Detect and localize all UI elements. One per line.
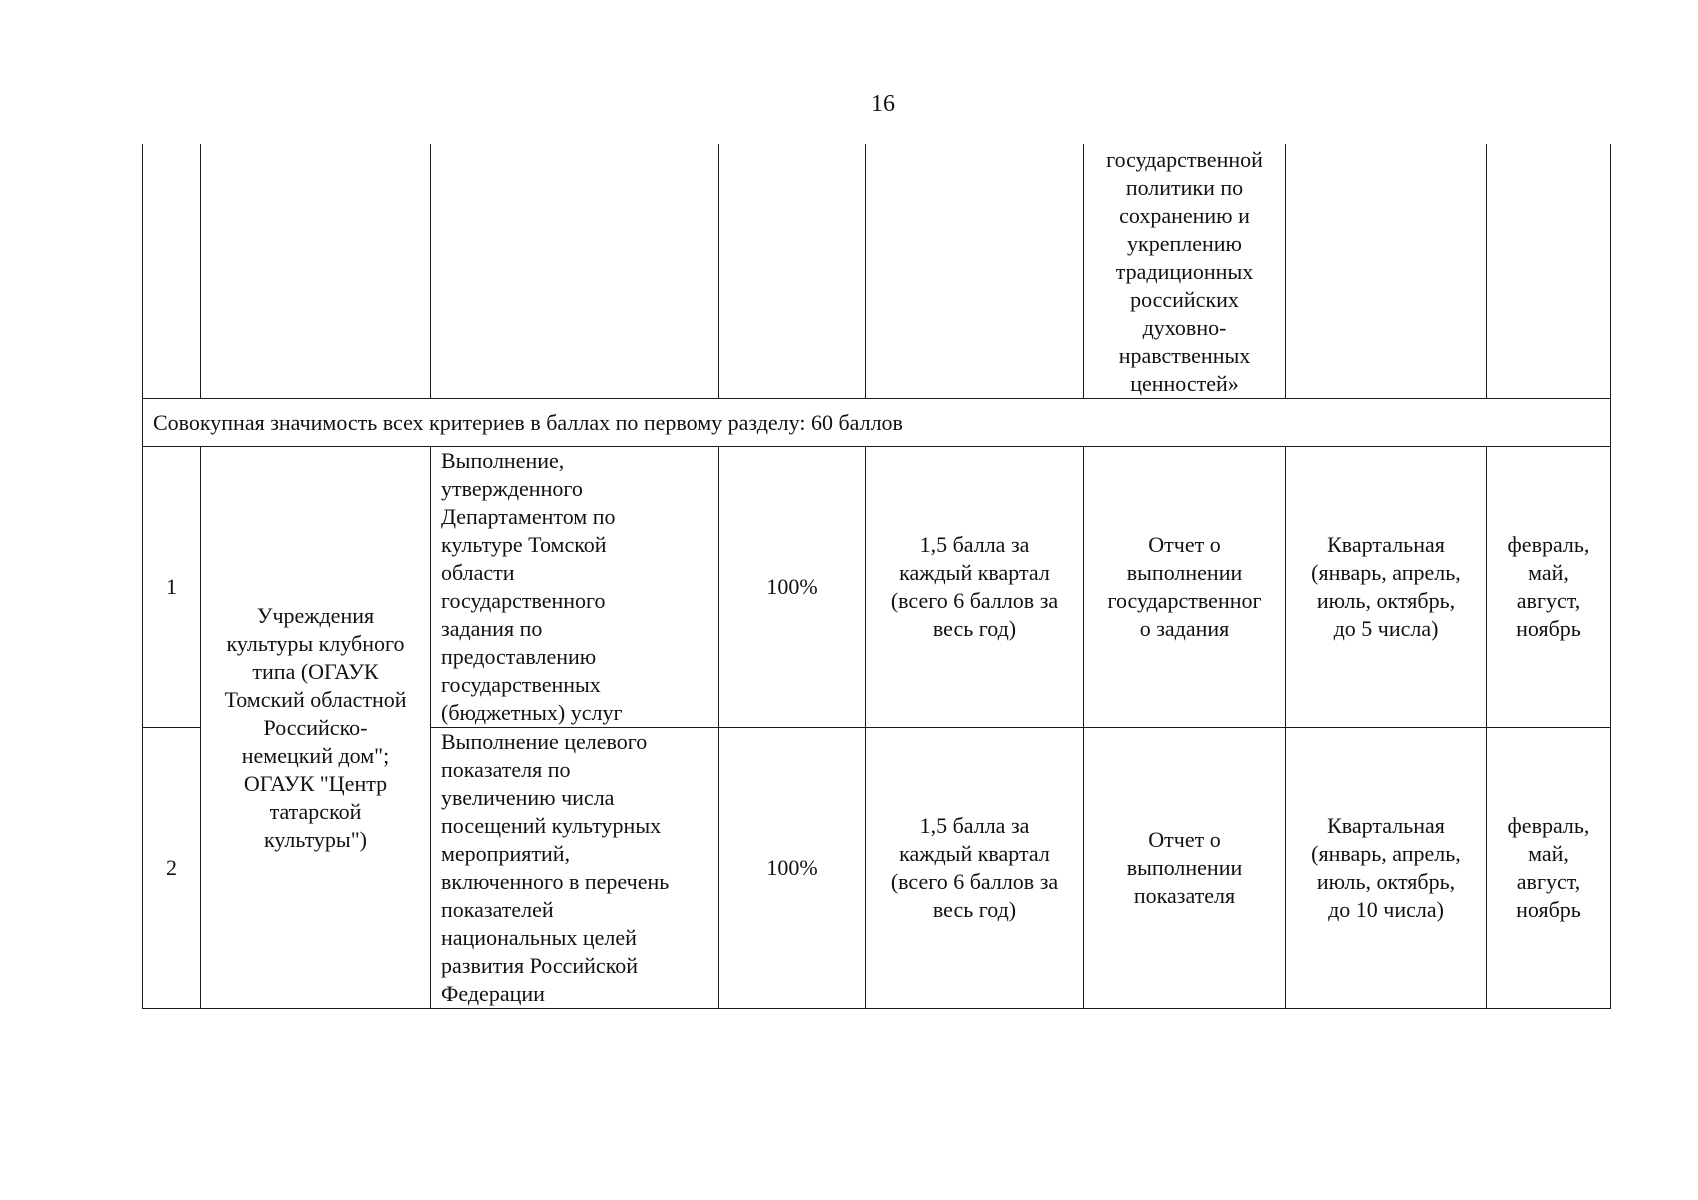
target-value: 100% bbox=[719, 447, 866, 728]
report-cell: Отчет о выполнении государственног о задания bbox=[1084, 447, 1286, 728]
summary-row bbox=[143, 399, 1611, 447]
continuation-cell-points bbox=[866, 144, 1084, 399]
row-number: 1 bbox=[143, 447, 201, 728]
months-cell: февраль, май, август, ноябрь bbox=[1487, 447, 1611, 728]
continuation-cell-num bbox=[143, 144, 201, 399]
report-cell: Отчет о выполнении показателя bbox=[1084, 728, 1286, 1009]
continuation-cell-period bbox=[1286, 144, 1487, 399]
criteria-table bbox=[142, 144, 1611, 1009]
months-cell: февраль, май, август, ноябрь bbox=[1487, 728, 1611, 1009]
page-number: 16 bbox=[871, 91, 895, 117]
continuation-cell-value bbox=[719, 144, 866, 399]
criterion-cell: Выполнение, утвержденного Департаментом по культуре Томской области государственного задания по предоставлению государственных (бюджетных) услуг bbox=[431, 447, 719, 728]
period-cell: Квартальная (январь, апрель, июль, октябрь, до 10 числа) bbox=[1286, 728, 1487, 1009]
institution-cell: Учреждения культуры клубного типа (ОГАУК Томский областной Российско- немецкий дом"; ОГАУК "Центр татарской культуры") bbox=[201, 447, 431, 1009]
continuation-cell-basis: государственной политики по сохранению и укреплению традиционных российских духовно- нравственных ценностей» bbox=[1084, 144, 1286, 399]
row-number: 2 bbox=[143, 728, 201, 1009]
table-row bbox=[143, 447, 1611, 728]
summary-text: Совокупная значимость всех критериев в баллах по первому разделу: 60 баллов bbox=[143, 399, 1611, 447]
period-cell: Квартальная (январь, апрель, июль, октябрь, до 5 числа) bbox=[1286, 447, 1487, 728]
continuation-cell-criterion bbox=[431, 144, 719, 399]
continuation-row bbox=[143, 144, 1611, 399]
continuation-cell-months bbox=[1487, 144, 1611, 399]
continuation-cell-institution bbox=[201, 144, 431, 399]
points-cell: 1,5 балла за каждый квартал (всего 6 баллов за весь год) bbox=[866, 728, 1084, 1009]
criterion-cell: Выполнение целевого показателя по увеличению числа посещений культурных мероприятий, включенного в перечень показателей национальных целей развития Российской Федерации bbox=[431, 728, 719, 1009]
points-cell: 1,5 балла за каждый квартал (всего 6 баллов за весь год) bbox=[866, 447, 1084, 728]
target-value: 100% bbox=[719, 728, 866, 1009]
